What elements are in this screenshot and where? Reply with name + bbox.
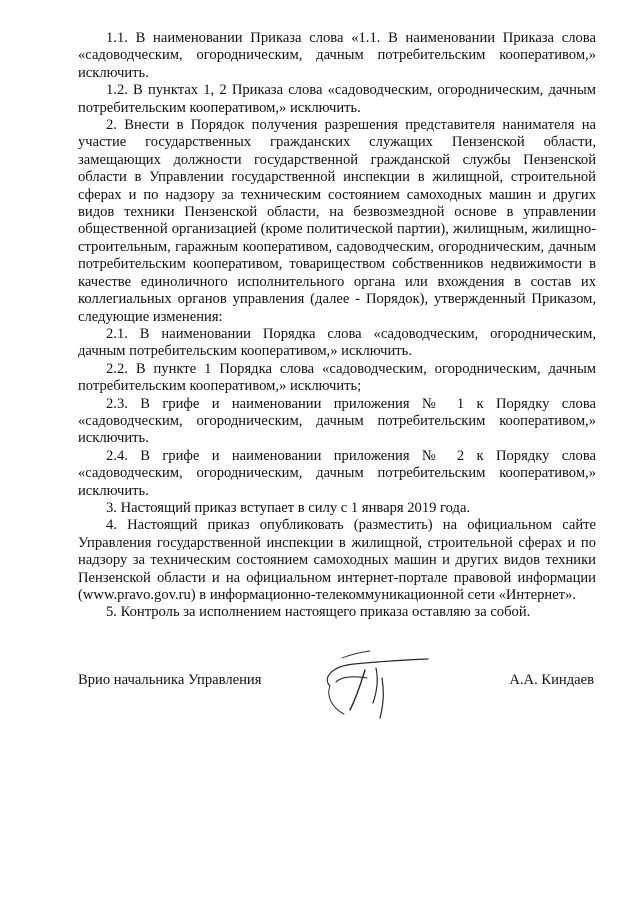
paragraph-1-2: 1.2. В пунктах 1, 2 Приказа слова «садоводческим, огородническим, дачным потребительским кооперативом,» исключить.	[78, 82, 596, 116]
paragraph-2-3: 2.3. В грифе и наименовании приложения № 1 к Порядку слова «садоводческим, огородническим, дачным потребительским кооперативом,» исключить.	[78, 395, 596, 447]
paragraph-2-1: 2.1. В наименовании Порядка слова «садоводческим, огородническим, дачным потребительским кооперативом,» исключить.	[78, 325, 596, 360]
handwritten-signature	[312, 648, 432, 724]
paragraph-5: 5. Контроль за исполнением настоящего приказа оставляю за собой.	[106, 604, 531, 621]
signature-block	[78, 648, 596, 738]
document-body	[78, 30, 596, 622]
paragraph-2-2: 2.2. В пункте 1 Порядка слова «садоводческим, огородническим, дачным потребительским кооперативом,» исключить;	[78, 360, 596, 395]
paragraph-4: 4. Настоящий приказ опубликовать (разместить) на официальном сайте Управления государственной инспекции в жилищной, строительной сферах и по надзору за техническим состоянием самоходных машин и других видов техники Пензенской области и на официальном интернет-портале правовой информации (www.pravo.gov.ru) в информационно-телекоммуникационной сети «Интернет».	[78, 517, 596, 603]
signer-position: Врио начальника Управления	[78, 672, 262, 688]
paragraph-2: 2. Внести в Порядок получения разрешения представителя нанимателя на участие государственных гражданских служащих Пензенской области, замещающих должности государственной гражданской службы Пензенской области в Управлении государственной инспекции в жилищной, строительной сферах и по надзору за техническим состоянием самоходных машин и других видов техники Пензенской области, на безвозмездной основе в управлении общественной организацией (кроме политической партии), жилищным, жилищно-строительным, гаражным кооперативом, садоводческим, огородническим, дачным потребительским кооперативом, товариществом собственников недвижимости в качестве единоличного исполнительного органа или вхождения в состав их коллегиальных органов управления (далее - Порядок), утвержденный Приказом, следующие изменения:	[78, 117, 596, 325]
paragraph-2-4: 2.4. В грифе и наименовании приложения № 2 к Порядку слова «садоводческим, огородническим, дачным потребительским кооперативом,» исключить.	[78, 447, 596, 499]
paragraph-1-1: 1.1. В наименовании Приказа слова «1.1. В наименовании Приказа слова «садоводческим, огородническим, дачным потребительским кооперативом,» исключить.	[78, 30, 596, 81]
paragraph-3: 3. Настоящий приказ вступает в силу с 1 января 2019 года.	[106, 499, 471, 516]
signer-name: А.А. Киндаев	[509, 672, 594, 688]
